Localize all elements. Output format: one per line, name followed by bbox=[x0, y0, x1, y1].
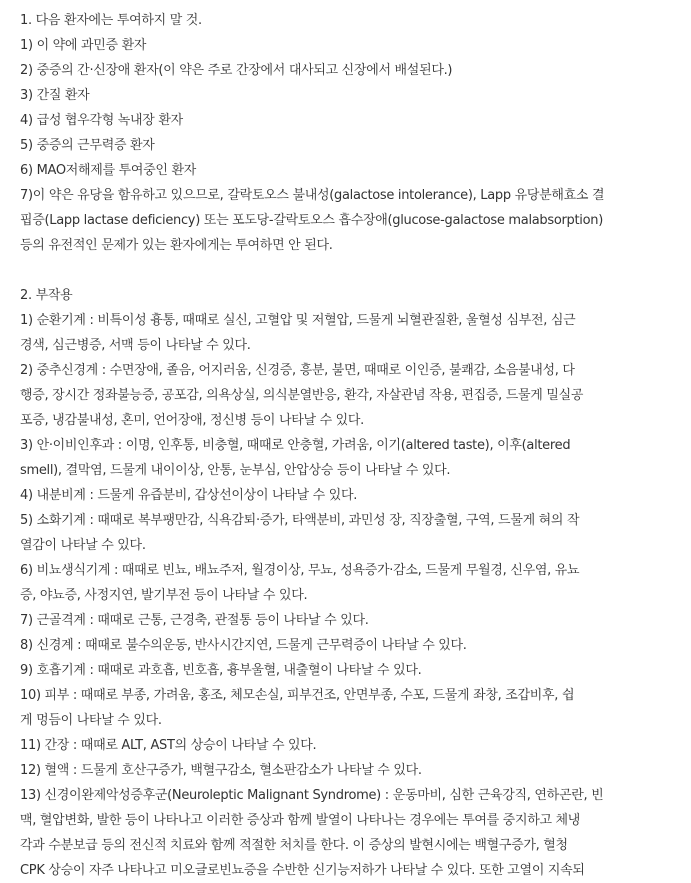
side-effect-item-continued: 증, 야뇨증, 사정지연, 발기부전 등이 나타날 수 있다. bbox=[20, 588, 308, 603]
side-effect-item-continued: 행증, 장시간 정좌불능증, 공포감, 의욕상실, 의식분열반응, 환각, 자살관념 작용, 편집증, 드물게 밀실공 bbox=[20, 388, 584, 403]
side-effect-item: 1) 순환기계 : 비특이성 흉통, 때때로 실신, 고혈압 및 저혈압, 드물게 뇌혈관질환, 울혈성 심부전, 심근 bbox=[20, 313, 576, 328]
contraindication-item: 7)이 약은 유당을 함유하고 있으므로, 갈락토오스 불내성(galactose intolerance), Lapp 유당분해효소 결 bbox=[20, 188, 605, 203]
section-heading-side-effects: 2. 부작용 bbox=[20, 288, 73, 303]
side-effect-item: 13) 신경이완제악성증후군(Neuroleptic Malignant Syndrome) : 운동마비, 심한 근육강직, 연하곤란, 빈 bbox=[20, 788, 604, 803]
document-body bbox=[20, 8, 686, 883]
side-effect-item-continued: 게 멍듬이 나타날 수 있다. bbox=[20, 713, 162, 728]
side-effect-item: 5) 소화기계 : 때때로 복부팽만감, 식욕감퇴·증가, 타액분비, 과민성 장, 직장출혈, 구역, 드물게 혀의 작 bbox=[20, 513, 580, 528]
side-effect-item: 2) 중추신경계 : 수면장애, 졸음, 어지러움, 신경증, 흥분, 불면, 때때로 이인증, 불쾌감, 소음불내성, 다 bbox=[20, 363, 575, 378]
contraindication-item: 5) 중증의 근무력증 환자 bbox=[20, 138, 155, 153]
side-effect-item-continued: smell), 결막염, 드물게 내이이상, 안통, 눈부심, 안압상승 등이 나타날 수 있다. bbox=[20, 463, 451, 478]
contraindication-item: 3) 간질 환자 bbox=[20, 88, 90, 103]
side-effect-item: 3) 안·이비인후과 : 이명, 인후통, 비충혈, 때때로 안충혈, 가려움, 이기(altered taste), 이후(altered bbox=[20, 438, 571, 453]
contraindication-item-continued: 핍증(Lapp lactase deficiency) 또는 포도당-갈락토오스 흡수장애(glucose-galactose malabsorption) bbox=[20, 213, 603, 228]
side-effect-item-continued: 경색, 심근병증, 서맥 등이 나타날 수 있다. bbox=[20, 338, 251, 353]
contraindication-item: 2) 중증의 간·신장애 환자(이 약은 주로 간장에서 대사되고 신장에서 배설된다.) bbox=[20, 63, 453, 78]
side-effect-item: 4) 내분비계 : 드물게 유즙분비, 갑상선이상이 나타날 수 있다. bbox=[20, 488, 358, 503]
contraindication-item: 4) 급성 협우각형 녹내장 환자 bbox=[20, 113, 183, 128]
side-effect-item-continued: 각과 수분보급 등의 전신적 치료와 함께 적절한 처치를 한다. 이 증상의 발현시에는 백혈구증가, 혈청 bbox=[20, 838, 568, 853]
side-effect-item-continued: 열감이 나타날 수 있다. bbox=[20, 538, 146, 553]
side-effects-section bbox=[20, 283, 686, 883]
side-effect-item-continued: 맥, 혈압변화, 발한 등이 나타나고 이러한 증상과 함께 발열이 나타나는 경우에는 투여를 중지하고 체냉 bbox=[20, 813, 581, 828]
side-effect-item-continued: CPK 상승이 자주 나타나고 미오글로빈뇨증을 수반한 신기능저하가 나타날 수 있다. 또한 고열이 지속되 bbox=[20, 863, 585, 878]
contraindications-section bbox=[20, 8, 686, 258]
side-effect-item-continued: 포증, 냉감불내성, 혼미, 언어장애, 정신병 등이 나타날 수 있다. bbox=[20, 413, 365, 428]
side-effect-item: 6) 비뇨생식기계 : 때때로 빈뇨, 배뇨주저, 월경이상, 무뇨, 성욕증가·감소, 드물게 무월경, 신우염, 유뇨 bbox=[20, 563, 580, 578]
section-heading-contraindications: 1. 다음 환자에는 투여하지 말 것. bbox=[20, 13, 202, 28]
side-effect-item: 9) 호흡기계 : 때때로 과호흡, 빈호흡, 흉부울혈, 내출혈이 나타날 수 있다. bbox=[20, 663, 422, 678]
contraindication-item: 6) MAO저해제를 투여중인 환자 bbox=[20, 163, 197, 178]
section-spacer bbox=[20, 258, 686, 283]
side-effect-item: 10) 피부 : 때때로 부종, 가려움, 홍조, 체모손실, 피부건조, 안면부종, 수포, 드물게 좌창, 조갑비후, 쉽 bbox=[20, 688, 575, 703]
contraindication-item-continued: 등의 유전적인 문제가 있는 환자에게는 투여하면 안 된다. bbox=[20, 238, 333, 253]
side-effect-item: 11) 간장 : 때때로 ALT, AST의 상승이 나타날 수 있다. bbox=[20, 738, 317, 753]
contraindication-item: 1) 이 약에 과민증 환자 bbox=[20, 38, 147, 53]
side-effect-item: 12) 혈액 : 드물게 호산구증가, 백혈구감소, 혈소판감소가 나타날 수 있다. bbox=[20, 763, 422, 778]
side-effect-item: 7) 근골격계 : 때때로 근통, 근경축, 관절통 등이 나타날 수 있다. bbox=[20, 613, 369, 628]
side-effect-item: 8) 신경계 : 때때로 불수의운동, 반사시간지연, 드물게 근무력증이 나타날 수 있다. bbox=[20, 638, 467, 653]
